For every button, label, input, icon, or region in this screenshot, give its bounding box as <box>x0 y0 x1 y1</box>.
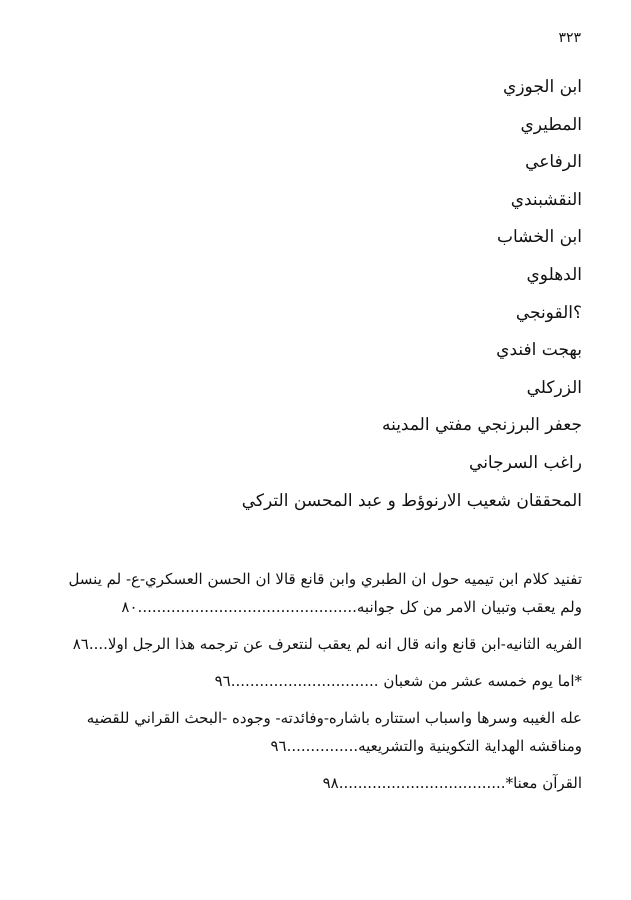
list-item: ابن الجوزي <box>503 77 582 97</box>
list-item: راغب السرجاني <box>469 452 582 473</box>
toc-entry: القرآن معنا*...................................٩٨ <box>322 774 582 792</box>
toc-entry: الفريه الثانيه-ابن قانع وانه قال انه لم يعقب لنتعرف عن ترجمه هذا الرجل اولا....٨٦ <box>72 635 582 653</box>
scholar-names-list <box>42 72 582 523</box>
list-item: المطيري <box>520 114 582 135</box>
list-item: جعفر البرزنجي مفتي المدينه <box>381 415 582 436</box>
list-item: الدهلوي <box>526 264 582 285</box>
toc-entry: *اما يوم خمسه عشر من شعبان ...............................٩٦ <box>214 672 582 690</box>
page-number: ٣٢٣ <box>558 30 581 46</box>
list-item: المحققان شعيب الارنوؤط و عبد المحسن التركي <box>241 490 582 511</box>
table-of-contents <box>62 565 582 806</box>
list-item: الرفاعي <box>525 152 582 173</box>
list-item: النقشبندي <box>510 189 582 210</box>
toc-entry: عله الغيبه وسرها واسباب استتاره باشاره-وفائدته- وجوده -البحث القراني للقضيه ومناقشه الهداية التكوينية والتشريعيه...............٩٦ <box>86 709 582 755</box>
list-item: ؟القونجي <box>515 302 582 323</box>
list-item: بهجت افندي <box>496 340 582 361</box>
list-item: الزركلي <box>526 377 582 398</box>
toc-entry: تفنيد كلام ابن تيميه حول ان الطبري وابن قانع قالا ان الحسن العسكري-ع- لم ينسل ولم يعقب وتبيان الامر من كل جوانبه..............................................٨٠ <box>68 570 582 616</box>
list-item: ابن الخشاب <box>496 227 582 248</box>
